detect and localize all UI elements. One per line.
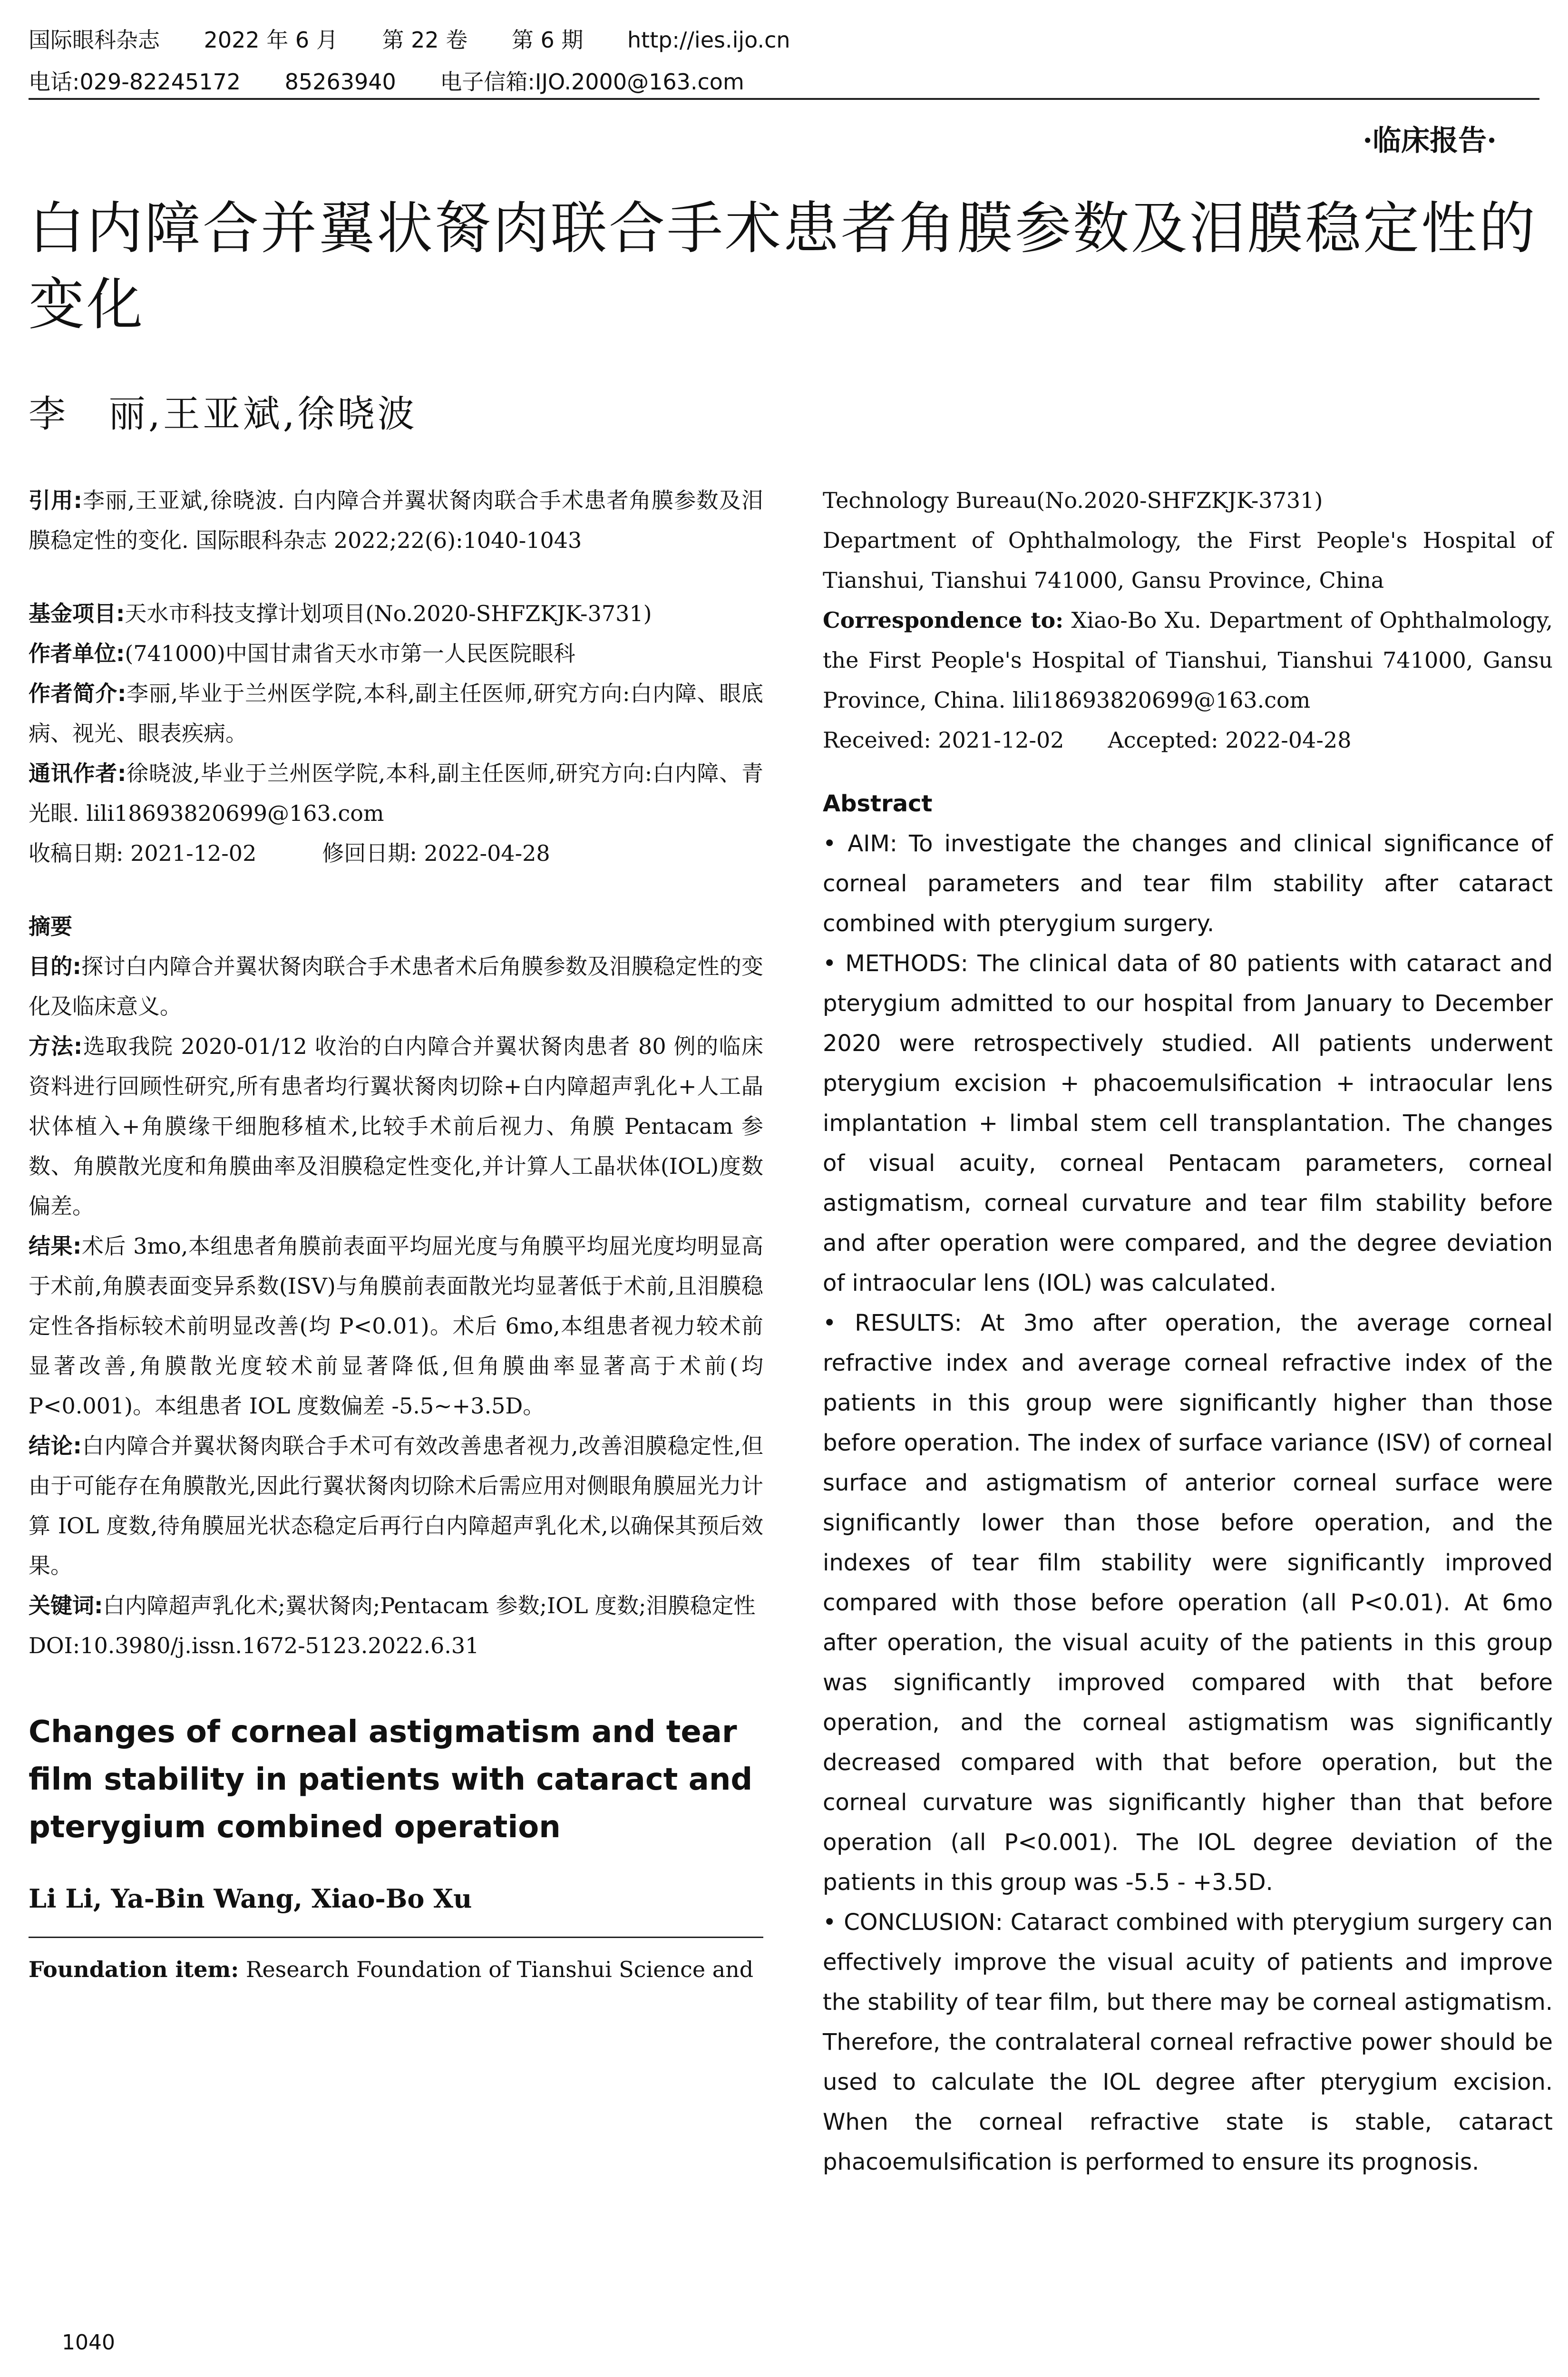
page-number: 1040 <box>62 2330 115 2355</box>
section-tag: ·临床报告· <box>1363 124 1497 157</box>
fund-text: 天水市科技支撑计划项目(No.2020-SHFZKJK-3731) <box>125 601 652 626</box>
keywords-label: 关键词: <box>29 1593 103 1618</box>
aim-label: 目的: <box>29 954 81 979</box>
doi[interactable]: DOI:10.3980/j.issn.1672-5123.2022.6.31 <box>29 1633 479 1658</box>
aim-text: 探讨白内障合并翼状胬肉联合手术患者术后角膜参数及泪膜稳定性的变化及临床意义。 <box>29 954 763 1019</box>
foundation-label: Foundation item: <box>29 1957 239 1982</box>
author-unit <box>29 633 763 673</box>
citation-label: 引用: <box>29 487 82 513</box>
phone: 电话:029-82245172 <box>29 69 241 95</box>
abstract-heading-en: Abstract <box>823 790 933 817</box>
unit-text: (741000)中国甘肃省天水市第一人民医院眼科 <box>125 641 575 666</box>
volume: 第 22 卷 <box>382 27 468 53</box>
article-title-cn: 白内障合并翼状胬肉联合手术患者角膜参数及泪膜稳定性的变化 <box>29 195 1538 337</box>
conclusion-label: 结论: <box>29 1433 82 1459</box>
correspondence-text: Xiao-Bo Xu. Department of Ophthalmology, the First People's Hospital of Tianshui, Tianshui 741000, Gansu Province, China. lili18693820699@163.com <box>823 607 1553 713</box>
corresponding-author <box>29 753 763 833</box>
abstract-aim-en: • AIM: To investigate the changes and clinical significance of corneal parameters and tear film stability after cataract combined with pterygium surgery. <box>823 830 1553 937</box>
abstract-conclusion-cn <box>29 1426 763 1586</box>
header-divider <box>29 98 1539 100</box>
foundation-item <box>29 1950 763 1988</box>
abstract-conclusion-en: • CONCLUSION: Cataract combined with pterygium surgery can effectively improve the visual acuity of patients and improve the stability of tear film, but there may be corneal astigmatism. Therefore, the contralateral corneal refractive power should be used to calculate the IOL degree after pterygium excision. When the corneal refractive state is stable, cataract phacoemulsification is performed to ensure its prognosis. <box>823 1909 1553 2175</box>
keywords-cn <box>29 1586 763 1626</box>
phone-2: 85263940 <box>284 69 396 95</box>
foundation-text: Research Foundation of Tianshui Science and <box>245 1957 754 1982</box>
methods-label: 方法: <box>29 1033 83 1059</box>
abstract-aim-cn <box>29 946 763 1026</box>
department-en: Department of Ophthalmology, the First People's Hospital of Tianshui, Tianshui 741000, Gansu Province, China <box>823 527 1553 593</box>
article-title-en: Changes of corneal astigmatism and tear film stability in patients with cataract and pterygium combined operation <box>29 1715 753 1845</box>
results-label: 结果: <box>29 1233 82 1259</box>
bio-label: 作者简介: <box>29 681 127 706</box>
authors-en: Li Li, Ya-Bin Wang, Xiao-Bo Xu <box>29 1883 472 1914</box>
conclusion-text: 白内障合并翼状胬肉联合手术可有效改善患者视力,改善泪膜稳定性,但由于可能存在角膜散光,因此行翼状胬肉切除术后需应用对侧眼角膜屈光力计算 IOL 度数,待角膜屈光状态稳定后再行白内障超声乳化术,以确保其预后效果。 <box>29 1433 763 1578</box>
journal-url[interactable]: http://ies.ijo.cn <box>627 27 790 53</box>
results-text: 术后 3mo,本组患者角膜前表面平均屈光度与角膜平均屈光度均明显高于术前,角膜表面变异系数(ISV)与角膜前表面散光均显著低于术前,且泪膜稳定性各指标较术前明显改善(均 P<0.01)。术后 6mo,本组患者视力较术前显著改善,角膜散光度较术前显著降低,但角膜曲率显著高于术前(均 P<0.001)。本组患者 IOL 度数偏差 -5.5~+3.5D。 <box>29 1233 763 1419</box>
corr-label: 通讯作者: <box>29 760 127 786</box>
citation-text: 李丽,王亚斌,徐晓波. 白内障合并翼状胬肉联合手术患者角膜参数及泪膜稳定性的变化. 国际眼科杂志 2022;22(6):1040-1043 <box>29 487 763 553</box>
abstract-methods-en: • METHODS: The clinical data of 80 patients with cataract and pterygium admitted to our hospital from January to December 2020 were retrospectively studied. All patients underwent pterygium excision + phacoemulsification + intraocular lens implantation + limbal stem cell transplantation. The changes of visual acuity, corneal Pentacam parameters, corneal astigmatism, corneal curvature and tear film stability before and after operation were compared, and the degree deviation of intraocular lens (IOL) was calculated. <box>823 950 1553 1296</box>
journal-header-line-1 <box>29 23 828 54</box>
fund-label: 基金项目: <box>29 601 125 626</box>
keywords-text: 白内障超声乳化术;翼状胬肉;Pentacam 参数;IOL 度数;泪膜稳定性 <box>103 1593 756 1618</box>
abstract-methods-cn <box>29 1026 763 1226</box>
fund-info <box>29 594 763 633</box>
issue: 第 6 期 <box>511 27 584 53</box>
right-column <box>823 480 1553 2182</box>
issue-date: 2022 年 6 月 <box>204 27 338 53</box>
abstract-heading-cn: 摘要 <box>29 914 72 939</box>
abstract-results-cn <box>29 1226 763 1426</box>
abstract-results-en: • RESULTS: At 3mo after operation, the average corneal refractive index and average corneal refractive index of the patients in this group were significantly higher than those before operation. The index of surface variance (ISV) of corneal surface and astigmatism of anterior corneal surface were significantly lower than those before operation, and the indexes of tear film stability were significantly improved compared with those before operation (all P<0.01). At 6mo after operation, the visual acuity of the patients in this group was significantly improved compared with that before operation, and the corneal astigmatism was significantly decreased compared with that before operation, but the corneal curvature was significantly higher than that before operation (all P<0.001). The IOL degree deviation of the patients in this group was -5.5 - +3.5D. <box>823 1310 1553 1896</box>
received-dates: 收稿日期: 2021-12-02 修回日期: 2022-04-28 <box>29 840 550 866</box>
unit-label: 作者单位: <box>29 641 125 666</box>
author-bio <box>29 673 763 753</box>
received-accepted: Received: 2021-12-02 Accepted: 2022-04-28 <box>823 727 1352 753</box>
authors-cn: 李 丽,王亚斌,徐晓波 <box>29 393 418 436</box>
journal-email: 电子信箱:IJO.2000@163.com <box>440 69 744 95</box>
correspondence-label: Correspondence to: <box>823 607 1064 633</box>
journal-name: 国际眼科杂志 <box>29 27 160 53</box>
methods-text: 选取我院 2020-01/12 收治的白内障合并翼状胬肉患者 80 例的临床资料进行回顾性研究,所有患者均行翼状胬肉切除+白内障超声乳化+人工晶状体植入+角膜缘干细胞移植术,比较手术前后视力、角膜 Pentacam 参数、角膜散光度和角膜曲率及泪膜稳定性变化,并计算人工晶状体(IOL)度数偏差。 <box>29 1033 764 1219</box>
bio-text: 李丽,毕业于兰州医学院,本科,副主任医师,研究方向:白内障、眼底病、视光、眼表疾病。 <box>29 681 763 746</box>
journal-header-line-2 <box>29 65 781 96</box>
corr-text: 徐晓波,毕业于兰州医学院,本科,副主任医师,研究方向:白内障、青光眼. lili18693820699@163.com <box>29 760 763 826</box>
correspondence-en <box>823 600 1553 720</box>
left-column <box>29 480 763 1988</box>
foundation-continued: Technology Bureau(No.2020-SHFZKJK-3731) <box>823 487 1323 513</box>
citation <box>29 480 763 560</box>
